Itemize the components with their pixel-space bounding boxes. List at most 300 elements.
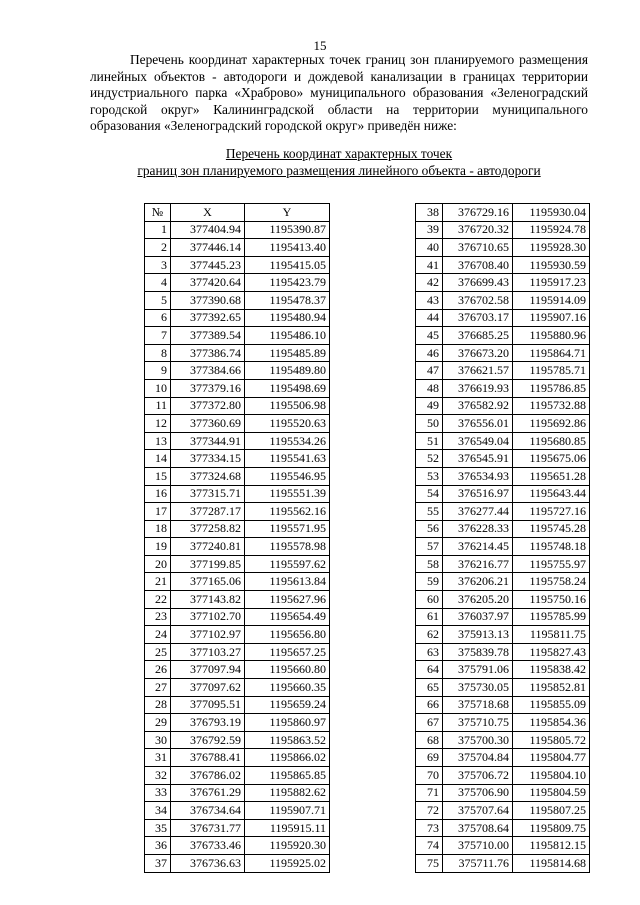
y-coordinate: 1195930.04 [513,204,590,222]
point-number: 66 [416,696,443,714]
table-header-row [145,204,330,222]
x-coordinate: 376731.77 [171,819,245,837]
table-row [416,362,590,380]
y-coordinate: 1195786.85 [513,379,590,397]
point-number: 44 [416,309,443,327]
x-coordinate: 375706.90 [443,784,513,802]
y-coordinate: 1195654.49 [245,608,330,626]
header-number: № [145,204,171,222]
point-number: 40 [416,239,443,257]
table-row [416,819,590,837]
point-number: 54 [416,485,443,503]
x-coordinate: 376792.59 [171,731,245,749]
x-coordinate: 377379.16 [171,379,245,397]
x-coordinate: 376228.33 [443,520,513,538]
table-row [145,714,330,732]
x-coordinate: 375839.78 [443,643,513,661]
x-coordinate: 377390.68 [171,291,245,309]
table-row [416,485,590,503]
x-coordinate: 375710.75 [443,714,513,732]
table-row [145,467,330,485]
table-row [145,327,330,345]
point-number: 17 [145,503,171,521]
coordinates-table-left [144,203,330,873]
x-coordinate: 376761.29 [171,784,245,802]
y-coordinate: 1195541.63 [245,450,330,468]
x-coordinate: 377344.91 [171,432,245,450]
y-coordinate: 1195692.86 [513,415,590,433]
y-coordinate: 1195520.63 [245,415,330,433]
y-coordinate: 1195925.02 [245,854,330,872]
x-coordinate: 377420.64 [171,274,245,292]
table-row [145,432,330,450]
table-row [416,344,590,362]
y-coordinate: 1195562.16 [245,503,330,521]
y-coordinate: 1195578.98 [245,538,330,556]
point-number: 52 [416,450,443,468]
x-coordinate: 376619.93 [443,379,513,397]
table-row [416,837,590,855]
x-coordinate: 376621.57 [443,362,513,380]
point-number: 18 [145,520,171,538]
y-coordinate: 1195785.71 [513,362,590,380]
point-number: 58 [416,555,443,573]
table-row [416,379,590,397]
x-coordinate: 376710.65 [443,239,513,257]
table-row [416,714,590,732]
table-row [416,503,590,521]
point-number: 37 [145,854,171,872]
x-coordinate: 376734.64 [171,802,245,820]
y-coordinate: 1195659.24 [245,696,330,714]
x-coordinate: 376736.63 [171,854,245,872]
table-row [145,397,330,415]
table-row [145,485,330,503]
page-number: 15 [313,38,327,53]
table-row [145,819,330,837]
point-number: 47 [416,362,443,380]
table-row [145,626,330,644]
x-coordinate: 377165.06 [171,573,245,591]
y-coordinate: 1195660.80 [245,661,330,679]
point-number: 43 [416,291,443,309]
table-row [416,239,590,257]
x-coordinate: 377287.17 [171,503,245,521]
point-number: 8 [145,344,171,362]
y-coordinate: 1195914.09 [513,291,590,309]
point-number: 69 [416,749,443,767]
x-coordinate: 375704.84 [443,749,513,767]
table-row [145,767,330,785]
x-coordinate: 377389.54 [171,327,245,345]
table-row [416,221,590,239]
x-coordinate: 376545.91 [443,450,513,468]
y-coordinate: 1195413.40 [245,239,330,257]
point-number: 4 [145,274,171,292]
y-coordinate: 1195745.28 [513,520,590,538]
table-row [145,573,330,591]
point-number: 61 [416,608,443,626]
point-number: 55 [416,503,443,521]
x-coordinate: 376685.25 [443,327,513,345]
table-row [416,274,590,292]
table-row [145,591,330,609]
x-coordinate: 377102.70 [171,608,245,626]
x-coordinate: 376703.17 [443,309,513,327]
x-coordinate: 376205.20 [443,591,513,609]
point-number: 45 [416,327,443,345]
table-title [90,146,588,179]
x-coordinate: 377334.15 [171,450,245,468]
point-number: 10 [145,379,171,397]
point-number: 57 [416,538,443,556]
x-coordinate: 377392.65 [171,309,245,327]
x-coordinate: 376708.40 [443,256,513,274]
x-coordinate: 376720.32 [443,221,513,239]
point-number: 27 [145,679,171,697]
x-coordinate: 375791.06 [443,661,513,679]
y-coordinate: 1195860.97 [245,714,330,732]
point-number: 23 [145,608,171,626]
x-coordinate: 377315.71 [171,485,245,503]
table-row [145,555,330,573]
table-row [145,837,330,855]
x-coordinate: 377095.51 [171,696,245,714]
y-coordinate: 1195852.81 [513,679,590,697]
y-coordinate: 1195750.16 [513,591,590,609]
y-coordinate: 1195804.77 [513,749,590,767]
table-row [145,802,330,820]
table-title-line-1: Перечень координат характерных точек [225,146,453,161]
y-coordinate: 1195732.88 [513,397,590,415]
y-coordinate: 1195657.25 [245,643,330,661]
point-number: 68 [416,731,443,749]
x-coordinate: 376582.92 [443,397,513,415]
point-number: 63 [416,643,443,661]
y-coordinate: 1195827.43 [513,643,590,661]
header-x: X [171,204,245,222]
y-coordinate: 1195865.85 [245,767,330,785]
x-coordinate: 376534.93 [443,467,513,485]
point-number: 3 [145,256,171,274]
x-coordinate: 375708.64 [443,819,513,837]
y-coordinate: 1195390.87 [245,221,330,239]
table-row [416,767,590,785]
x-coordinate: 376549.04 [443,432,513,450]
point-number: 14 [145,450,171,468]
table-row [145,749,330,767]
x-coordinate: 377445.23 [171,256,245,274]
table-row [416,291,590,309]
point-number: 5 [145,291,171,309]
point-number: 70 [416,767,443,785]
y-coordinate: 1195727.16 [513,503,590,521]
table-row [416,204,590,222]
x-coordinate: 377360.69 [171,415,245,433]
y-coordinate: 1195651.28 [513,467,590,485]
y-coordinate: 1195785.99 [513,608,590,626]
table-row [145,661,330,679]
table-row [416,802,590,820]
point-number: 25 [145,643,171,661]
x-coordinate: 376206.21 [443,573,513,591]
table-title-line-2: границ зон планируемого размещения линейного объекта - автодороги [137,162,541,178]
x-coordinate: 376786.02 [171,767,245,785]
table-row [416,679,590,697]
point-number: 51 [416,432,443,450]
coordinates-table-right [415,203,590,873]
point-number: 29 [145,714,171,732]
table-row [416,643,590,661]
x-coordinate: 377102.97 [171,626,245,644]
y-coordinate: 1195489.80 [245,362,330,380]
y-coordinate: 1195546.95 [245,467,330,485]
point-number: 30 [145,731,171,749]
x-coordinate: 377324.68 [171,467,245,485]
table-row [145,362,330,380]
y-coordinate: 1195928.30 [513,239,590,257]
y-coordinate: 1195660.35 [245,679,330,697]
y-coordinate: 1195680.85 [513,432,590,450]
x-coordinate: 377384.66 [171,362,245,380]
x-coordinate: 375718.68 [443,696,513,714]
y-coordinate: 1195758.24 [513,573,590,591]
table-row [416,784,590,802]
table-row [416,591,590,609]
table-row [145,415,330,433]
point-number: 67 [416,714,443,732]
point-number: 33 [145,784,171,802]
point-number: 71 [416,784,443,802]
y-coordinate: 1195755.97 [513,555,590,573]
point-number: 26 [145,661,171,679]
point-number: 65 [416,679,443,697]
y-coordinate: 1195814.68 [513,854,590,872]
x-coordinate: 375730.05 [443,679,513,697]
table-row [145,344,330,362]
point-number: 2 [145,239,171,257]
table-row [416,397,590,415]
y-coordinate: 1195506.98 [245,397,330,415]
y-coordinate: 1195907.16 [513,309,590,327]
point-number: 34 [145,802,171,820]
y-coordinate: 1195855.09 [513,696,590,714]
point-number: 49 [416,397,443,415]
y-coordinate: 1195915.11 [245,819,330,837]
table-row [145,643,330,661]
point-number: 35 [145,819,171,837]
x-coordinate: 376214.45 [443,538,513,556]
y-coordinate: 1195917.23 [513,274,590,292]
table-row [145,309,330,327]
table-row [145,538,330,556]
y-coordinate: 1195863.52 [245,731,330,749]
x-coordinate: 375711.76 [443,854,513,872]
table-row [416,661,590,679]
y-coordinate: 1195627.96 [245,591,330,609]
table-row [416,538,590,556]
point-number: 73 [416,819,443,837]
table-row [145,784,330,802]
x-coordinate: 376729.16 [443,204,513,222]
y-coordinate: 1195804.59 [513,784,590,802]
table-row [416,555,590,573]
table-row [145,520,330,538]
point-number: 36 [145,837,171,855]
x-coordinate: 376216.77 [443,555,513,573]
y-coordinate: 1195882.62 [245,784,330,802]
y-coordinate: 1195551.39 [245,485,330,503]
table-row [145,239,330,257]
table-row [145,696,330,714]
y-coordinate: 1195613.84 [245,573,330,591]
point-number: 11 [145,397,171,415]
y-coordinate: 1195854.36 [513,714,590,732]
y-coordinate: 1195924.78 [513,221,590,239]
y-coordinate: 1195597.62 [245,555,330,573]
point-number: 21 [145,573,171,591]
y-coordinate: 1195485.89 [245,344,330,362]
y-coordinate: 1195478.37 [245,291,330,309]
table-row [416,626,590,644]
x-coordinate: 375707.64 [443,802,513,820]
point-number: 20 [145,555,171,573]
point-number: 28 [145,696,171,714]
y-coordinate: 1195920.30 [245,837,330,855]
y-coordinate: 1195643.44 [513,485,590,503]
point-number: 48 [416,379,443,397]
x-coordinate: 377258.82 [171,520,245,538]
y-coordinate: 1195864.71 [513,344,590,362]
point-number: 53 [416,467,443,485]
y-coordinate: 1195480.94 [245,309,330,327]
point-number: 39 [416,221,443,239]
x-coordinate: 376277.44 [443,503,513,521]
x-coordinate: 376699.43 [443,274,513,292]
table-row [416,608,590,626]
x-coordinate: 376702.58 [443,291,513,309]
table-row [145,679,330,697]
point-number: 38 [416,204,443,222]
x-coordinate: 377372.80 [171,397,245,415]
table-row [145,256,330,274]
x-coordinate: 375913.13 [443,626,513,644]
point-number: 13 [145,432,171,450]
point-number: 64 [416,661,443,679]
table-row [145,221,330,239]
table-row [145,503,330,521]
y-coordinate: 1195804.10 [513,767,590,785]
x-coordinate: 376733.46 [171,837,245,855]
point-number: 59 [416,573,443,591]
x-coordinate: 377240.81 [171,538,245,556]
point-number: 74 [416,837,443,855]
table-row [416,854,590,872]
y-coordinate: 1195486.10 [245,327,330,345]
x-coordinate: 377097.94 [171,661,245,679]
point-number: 56 [416,520,443,538]
table-row [145,274,330,292]
table-row [145,450,330,468]
y-coordinate: 1195415.05 [245,256,330,274]
y-coordinate: 1195907.71 [245,802,330,820]
point-number: 19 [145,538,171,556]
header-y: Y [245,204,330,222]
table-row [416,520,590,538]
x-coordinate: 375706.72 [443,767,513,785]
y-coordinate: 1195838.42 [513,661,590,679]
intro-paragraph: Перечень координат характерных точек границ зон планируемого размещения линейных объектов - автодороги и дождевой канализации в границах территории индустриального парка «Храброво» муниципального образования «Зеленоградский городской округ» Калининградской области на территории муниципального образования «Зеленоградский городской округ» приведён ниже: [90,52,588,133]
x-coordinate: 377446.14 [171,239,245,257]
point-number: 75 [416,854,443,872]
y-coordinate: 1195866.02 [245,749,330,767]
table-row [416,309,590,327]
y-coordinate: 1195656.80 [245,626,330,644]
point-number: 62 [416,626,443,644]
x-coordinate: 376037.97 [443,608,513,626]
point-number: 12 [145,415,171,433]
point-number: 22 [145,591,171,609]
y-coordinate: 1195809.75 [513,819,590,837]
table-row [416,415,590,433]
table-row [416,256,590,274]
y-coordinate: 1195811.75 [513,626,590,644]
x-coordinate: 377199.85 [171,555,245,573]
y-coordinate: 1195675.06 [513,450,590,468]
table-row [145,379,330,397]
table-row [416,749,590,767]
x-coordinate: 376673.20 [443,344,513,362]
y-coordinate: 1195880.96 [513,327,590,345]
x-coordinate: 377386.74 [171,344,245,362]
table-row [416,467,590,485]
point-number: 32 [145,767,171,785]
y-coordinate: 1195534.26 [245,432,330,450]
x-coordinate: 375710.00 [443,837,513,855]
point-number: 46 [416,344,443,362]
point-number: 9 [145,362,171,380]
point-number: 72 [416,802,443,820]
y-coordinate: 1195748.18 [513,538,590,556]
point-number: 31 [145,749,171,767]
table-row [145,291,330,309]
point-number: 60 [416,591,443,609]
x-coordinate: 375700.30 [443,731,513,749]
y-coordinate: 1195571.95 [245,520,330,538]
table-row [416,573,590,591]
x-coordinate: 376556.01 [443,415,513,433]
y-coordinate: 1195805.72 [513,731,590,749]
x-coordinate: 377143.82 [171,591,245,609]
y-coordinate: 1195930.59 [513,256,590,274]
point-number: 50 [416,415,443,433]
point-number: 15 [145,467,171,485]
table-row [416,432,590,450]
point-number: 16 [145,485,171,503]
point-number: 6 [145,309,171,327]
point-number: 41 [416,256,443,274]
table-row [145,608,330,626]
point-number: 1 [145,221,171,239]
x-coordinate: 377097.62 [171,679,245,697]
y-coordinate: 1195498.69 [245,379,330,397]
point-number: 7 [145,327,171,345]
table-row [416,731,590,749]
x-coordinate: 376516.97 [443,485,513,503]
x-coordinate: 377103.27 [171,643,245,661]
table-row [416,327,590,345]
point-number: 24 [145,626,171,644]
